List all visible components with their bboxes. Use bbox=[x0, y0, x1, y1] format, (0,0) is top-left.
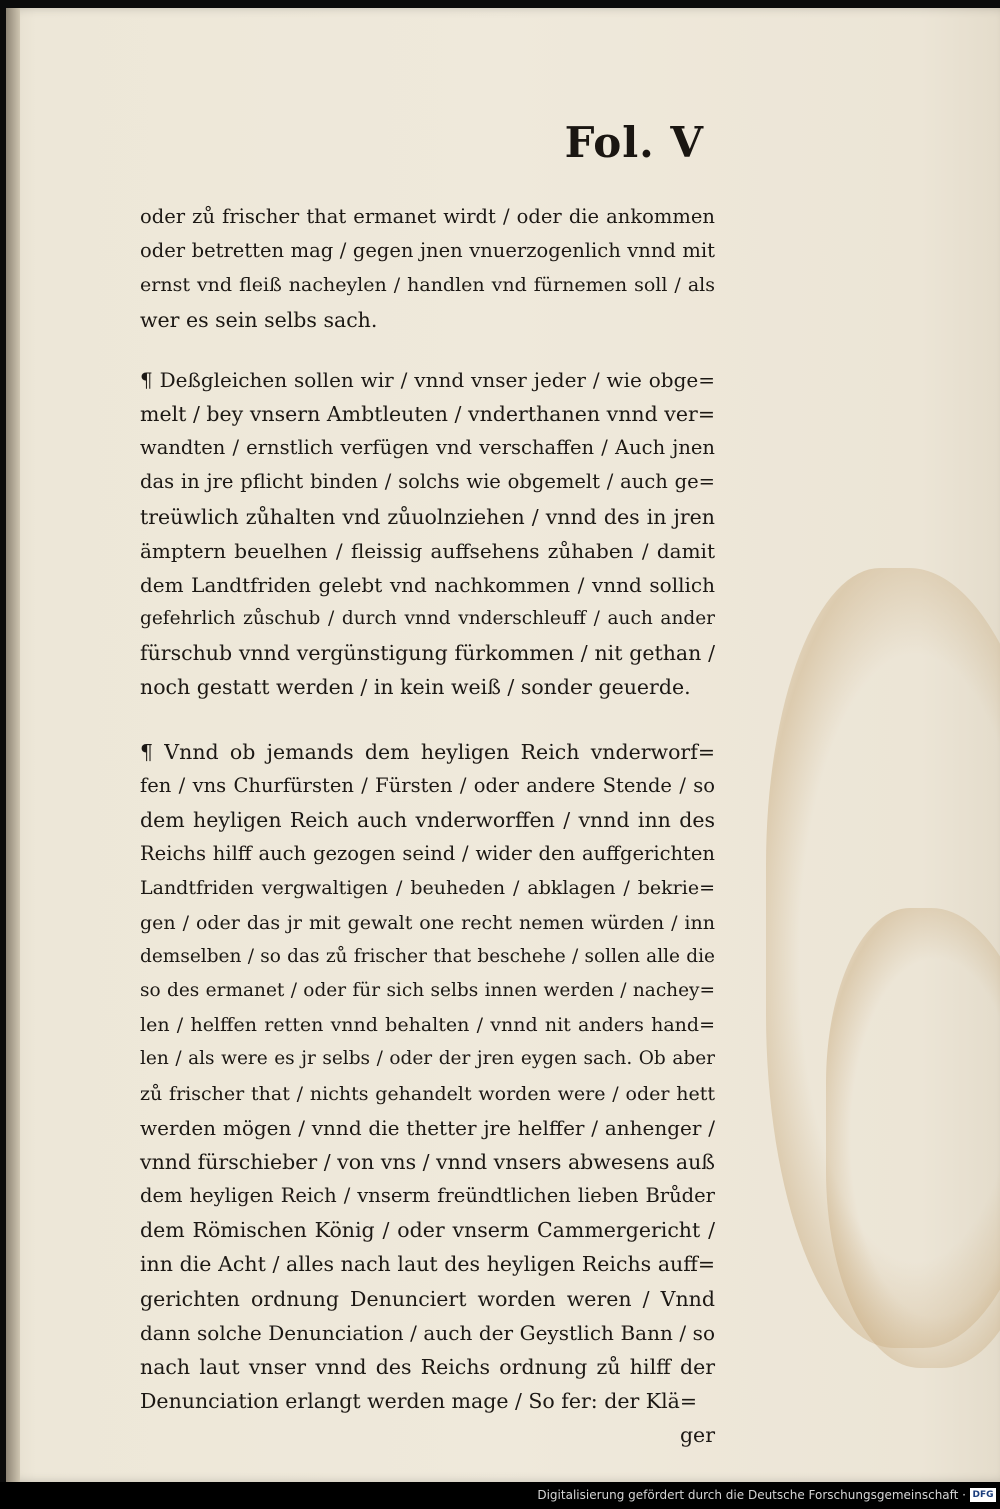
text-line: Denunciation erlangt werden mage / So fer: der Klä= bbox=[140, 1389, 698, 1414]
text-line: dem heyligen Reich / vnserm freündtlichen lieben Brůder bbox=[140, 1184, 715, 1208]
text-line: Reichs hilff auch gezogen seind / wider den auffgerichten bbox=[140, 842, 715, 866]
paragraph bbox=[140, 363, 715, 705]
text-line: melt / bey vnsern Ambtleuten / vnderthanen vnnd ver= bbox=[140, 401, 715, 426]
text-line: oder zů frischer that ermanet wirdt / oder die ankommen bbox=[140, 205, 715, 228]
text-line: werden mögen / vnnd die thetter jre helffer / anhenger / bbox=[140, 1115, 715, 1140]
text-line: nach laut vnser vnnd des Reichs ordnung zů hilff der bbox=[140, 1355, 715, 1379]
page-binding-edge bbox=[6, 8, 20, 1482]
text-line: inn die Acht / alles nach laut des heyligen Reichs auff= bbox=[140, 1252, 715, 1277]
text-line: len / helffen retten vnnd behalten / vnnd nit anders hand= bbox=[140, 1014, 715, 1037]
paragraph bbox=[140, 735, 715, 1419]
footer-bar bbox=[0, 1482, 1000, 1509]
funding-credit: Digitalisierung gefördert durch die Deutsche Forschungsgemeinschaft · bbox=[537, 1488, 966, 1502]
text-line: ¶ Vnnd ob jemands dem heyligen Reich vnderworf= bbox=[140, 739, 715, 764]
page-text bbox=[140, 200, 715, 1452]
text-line: vnnd fürschieber / von vns / vnnd vnsers abwesens auß bbox=[140, 1149, 715, 1174]
water-stain bbox=[826, 908, 1000, 1368]
text-line: dem Landtfriden gelebt vnd nachkommen / vnnd sollich bbox=[140, 572, 715, 597]
text-line: ämptern beuelhen / fleissig auffsehens zůhaben / damit bbox=[140, 538, 715, 563]
text-line: wer es sein selbs sach. bbox=[140, 307, 378, 332]
text-line: gerichten ordnung Denunciert worden weren / Vnnd bbox=[140, 1286, 715, 1311]
text-line: noch gestatt werden / in kein weiß / sonder geuerde. bbox=[140, 675, 691, 700]
text-line: gen / oder das jr mit gewalt one recht nemen würden / inn bbox=[140, 911, 715, 934]
text-line: wandten / ernstlich verfügen vnd verschaffen / Auch jnen bbox=[140, 436, 715, 460]
text-line: oder betretten mag / gegen jnen vnuerzogenlich vnnd mit bbox=[140, 239, 715, 263]
text-line: das in jre pflicht binden / solchs wie obgemelt / auch ge= bbox=[140, 470, 715, 494]
text-line: demselben / so das zů frischer that beschehe / sollen alle die bbox=[140, 945, 715, 967]
catchword: ger bbox=[679, 1423, 715, 1448]
text-line: fen / vns Churfürsten / Fürsten / oder andere Stende / so bbox=[140, 773, 715, 797]
text-line: dann solche Denunciation / auch der Geystlich Bann / so bbox=[140, 1320, 715, 1345]
text-line: dem Römischen König / oder vnserm Cammergericht / bbox=[140, 1218, 715, 1243]
folio-number: Fol. V bbox=[564, 118, 704, 167]
text-line: zů frischer that / nichts gehandelt worden were / oder hett bbox=[140, 1082, 715, 1105]
water-stain bbox=[766, 568, 1000, 1348]
text-line: ernst vnd fleiß nacheylen / handlen vnd fürnemen soll / als bbox=[140, 274, 715, 297]
paragraph bbox=[140, 200, 715, 337]
text-line: ¶ Deßgleichen sollen wir / vnnd vnser jeder / wie obge= bbox=[140, 367, 715, 392]
text-line: treüwlich zůhalten vnd zůuolnziehen / vnnd des in jren bbox=[140, 504, 715, 529]
text-line: Landtfriden vergwaltigen / beuheden / abklagen / bekrie= bbox=[140, 877, 715, 900]
text-line: len / als were es jr selbs / oder der jren eygen sach. Ob aber bbox=[140, 1048, 715, 1070]
text-line: dem heyligen Reich auch vnderworffen / vnnd inn des bbox=[140, 808, 715, 832]
text-line: gefehrlich zůschub / durch vnnd vnderschleuff / auch ander bbox=[140, 608, 715, 630]
text-line: so des ermanet / oder für sich selbs innen werden / nachey= bbox=[140, 979, 715, 1001]
text-line: fürschub vnnd vergünstigung fürkommen / nit gethan / bbox=[140, 641, 715, 666]
dfg-logo: DFG bbox=[970, 1488, 996, 1502]
